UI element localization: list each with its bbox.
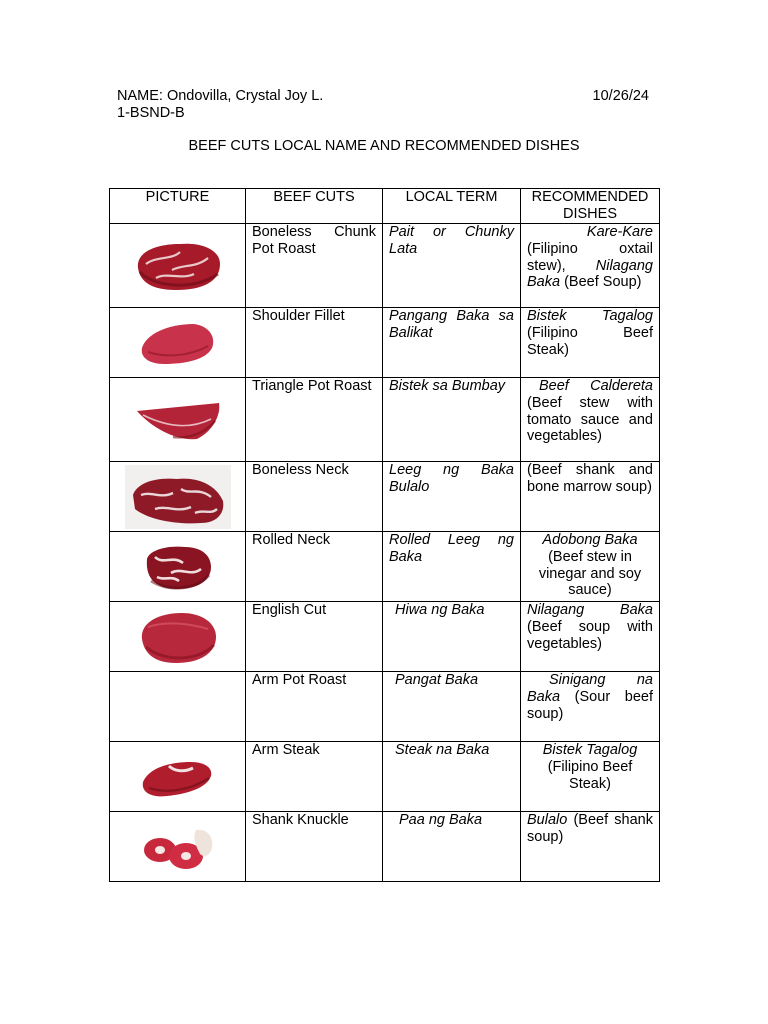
recommended-dishes: [521, 742, 660, 812]
english-cut-image: [136, 607, 220, 667]
section-code: 1-BSND-B: [117, 105, 185, 121]
dish-name: Sinigang na Baka: [527, 672, 653, 705]
meat-photo-cell: [110, 532, 246, 602]
meat-photo-cell: [110, 672, 246, 742]
dish-description: (Beef shank soup): [527, 812, 653, 845]
arm-steak-image: [139, 754, 217, 800]
table-row: [110, 742, 660, 812]
dish-name: Bulalo: [527, 812, 568, 828]
dish-name: Bistek Tagalog: [527, 308, 653, 324]
meat-photo-cell: [110, 602, 246, 672]
recommended-dishes: [521, 462, 660, 532]
table-row: [110, 378, 660, 462]
table-row: [110, 308, 660, 378]
page-title: BEEF CUTS LOCAL NAME AND RECOMMENDED DISHES: [188, 138, 580, 154]
recommended-dishes: [521, 224, 660, 308]
meat-photo-cell: [110, 462, 246, 532]
recommended-dishes: [521, 532, 660, 602]
local-term: Bistek sa Bumbay: [383, 378, 521, 462]
dish-name: Bistek Tagalog: [542, 742, 638, 758]
triangle-roast-image: [133, 397, 223, 443]
local-term: Paa ng Baka: [383, 812, 521, 882]
column-header-local-term: LOCAL TERM: [383, 189, 521, 224]
document-date: 10/26/24: [592, 88, 649, 104]
dish-name-secondary: Nilagang Baka: [527, 257, 653, 291]
dish-description: (Filipino Beef Steak): [527, 324, 653, 358]
dish-description: (Beef stew in vinegar and soy sauce): [538, 548, 642, 599]
recommended-dishes: [521, 672, 660, 742]
meat-photo-cell: [110, 224, 246, 308]
local-term: Pangang Baka sa Balikat: [383, 308, 521, 378]
student-name: NAME: Ondovilla, Crystal Joy L.: [117, 88, 324, 104]
meat-photo-cell: [110, 812, 246, 882]
local-term: Steak na Baka: [383, 742, 521, 812]
meat-photo-cell: [110, 308, 246, 378]
meat-photo-cell: [110, 378, 246, 462]
column-header-recommended-dishes: RECOMMENDED DISHES: [521, 189, 660, 224]
beef-cut-name: English Cut: [246, 602, 383, 672]
dish-description: (Beef stew with tomato sauce and vegetables): [527, 394, 653, 445]
local-term: Leeg ng Baka Bulalo: [383, 462, 521, 532]
recommended-dishes: [521, 378, 660, 462]
table-row: [110, 812, 660, 882]
dish-description: (Beef soup with vegetables): [527, 618, 653, 652]
beef-cut-name: Shank Knuckle: [246, 812, 383, 882]
dish-name: Kare-Kare: [586, 224, 653, 240]
beef-cut-name: Boneless Chunk Pot Roast: [246, 224, 383, 308]
boneless-neck-image: [125, 465, 231, 529]
dish-name: Adobong Baka: [542, 532, 638, 548]
beef-cut-name: Shoulder Fillet: [246, 308, 383, 378]
dish-description: (Beef shank and bone marrow soup): [527, 462, 653, 495]
dish-description: (Filipino Beef Steak): [547, 758, 633, 792]
table-row: [110, 532, 660, 602]
recommended-dishes: [521, 602, 660, 672]
beef-cut-name: Rolled Neck: [246, 532, 383, 602]
recommended-dishes: [521, 812, 660, 882]
table-header-row: [110, 189, 660, 224]
beef-cut-name: Arm Steak: [246, 742, 383, 812]
dish-description: (Sour beef soup): [527, 688, 653, 722]
column-header-beef-cuts: BEEF CUTS: [246, 189, 383, 224]
column-header-picture: PICTURE: [110, 189, 246, 224]
local-term: Rolled Leeg ng Baka: [383, 532, 521, 602]
dish-name: Beef Caldereta: [539, 378, 653, 394]
table-row: [110, 224, 660, 308]
local-term: Pangat Baka: [383, 672, 521, 742]
dish-name: Nilagang Baka: [527, 602, 653, 618]
recommended-dishes: [521, 308, 660, 378]
local-term: Hiwa ng Baka: [383, 602, 521, 672]
beef-cut-name: Boneless Neck: [246, 462, 383, 532]
table-row: [110, 602, 660, 672]
beef-cut-name: Arm Pot Roast: [246, 672, 383, 742]
dish-description: (Filipino oxtail stew),: [527, 240, 653, 274]
table-row: [110, 672, 660, 742]
local-term: Pait or Chunky Lata: [383, 224, 521, 308]
beef-cut-name: Triangle Pot Roast: [246, 378, 383, 462]
shank-knuckle-image: [138, 820, 218, 874]
table-row: [110, 462, 660, 532]
rolled-neck-image: [141, 541, 215, 593]
beef-cuts-table: [109, 188, 660, 882]
shoulder-fillet-image: [138, 318, 218, 368]
meat-photo-cell: [110, 742, 246, 812]
chunk-roast-image: [132, 238, 224, 294]
dish-description-secondary: (Beef Soup): [560, 274, 642, 291]
